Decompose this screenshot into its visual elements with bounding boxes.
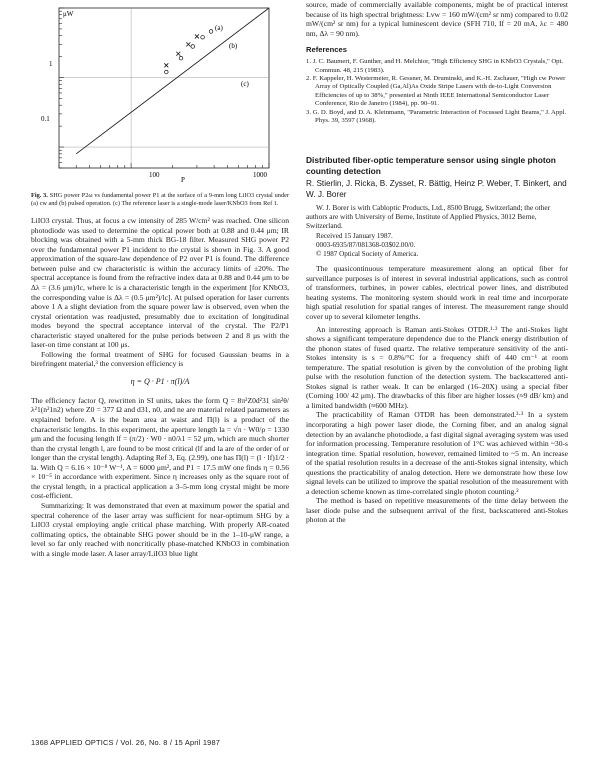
equation: η = Q · P1 · π(l)/A: [130, 376, 190, 386]
y-tick-1: 1: [49, 60, 53, 68]
series-a-point: [176, 52, 180, 56]
received-date: Received 15 January 1987.: [316, 232, 393, 241]
paragraph-3: The efficiency factor Q, rewritten in SI units, takes the form Q = 8π²Z0d²31 sin²θ/λ²1(n²1n2) where Z0 = 377 Ω and d31, n0, and ne are material related parameters as explained before. A is the beam area at waist and Π(l) is a product of the characteristic lengths. In this experiment, the aperture length la = √π · W0/ρ = 1330 μm and the focusing length lf = (π/2) · W0 · n0/λ1 = 52 μm, which are much shorter than the crystal length l, are found to be most critical (lf and la are of the order of or longer than the crystal length). Adapting Ref 3, Eq. (2.99), one has Π(l) = (l · lf)1/2 · la. With Q = 6.16 × 10⁻⁸ W⁻¹, A = 6000 μm², and P1 = 17.5 mW one finds η = 0.56 × 10⁻⁵ in accordance with experiment. Since η increases only as the square root of the crystal length, in a practical application a 3–5-mm long crystal might be more cost-efficient.: [31, 395, 289, 501]
data-points: [164, 30, 213, 74]
paragraph-1: LiIO3 crystal. Thus, at focus a cw intensity of 285 W/cm² was reached. One silicon photodiode was used to determine the optical power both at 0.88 and 0.44 μm; IR blocking was obtained with a 5-mm thick BG-18 filter. Measured SHG power P2 over the fundamental power P1 incident to the crystal is shown in Fig. 3. A good approximation of the square-law dependence of P2 over P1 is found. The difference between pulse and cw characteristic is within the accuracy limits of ±20%. The spectral acceptance is found from the refractive index data at 0.88 and 0.44 μm to be Δλ = (3.6 μm)/lc, where lc is a characteristic length in the experiment [for KNbO3, the corresponding value is Δλ = (0.5 μm²)/lc]. At pulsed operation for laser currents above 1 A a slight deviation from the square power law is observed, even when the crystal orientation was readjusted, presumably due to excitation of longitudinal modes beyond the spectral acceptance interval of the crystal. The P2/P1 characteristic stayed unaltered for the pulse periods between 2 and 8 μs with the laser-on time constant at 100 μs.: [31, 216, 289, 350]
y-top-label: μW: [63, 10, 74, 18]
series-a-point: [195, 34, 199, 38]
paragraph-7: The practicability of Raman OTDR has been demonstrated.³·³ In a system incorporating a high power laser diode, the Corning fiber, and an analog signal detection by an avalanche photodiode, a fast digital signal averaging system was used for information processing. Temperature resolution of 1°C was achieved within ~30-s integration time. Spatial resolution, however, remained limited to ~5 m. An increase of the spatial resolution results in a decrease of the anti-Stokes signal intensity, which questions the practicability of analog detection. Here we demonstrate how these low signal levels can be utilized to improve the spatial resolution of the measurement with a detection scheme known as time-correlated single photon counting.²: [306, 410, 568, 496]
paragraph-8: The method is based on repetitive measurements of the time delay between the laser diode pulse and the subsequent arrival of the first, backscattered anti-Stokes photon at the: [306, 496, 568, 525]
caption-text: SHG power P2ω vs fundamental power P1 at the surface of a 9-mm long LiIO3 crystal under (a) cw and (b) pulsed operation. (c) The reference laser is a single-mode laser/KNbO3 from Ref 1.: [31, 192, 289, 207]
x-tick-2: 1000: [253, 171, 267, 179]
x-tick-1: 100: [149, 171, 160, 179]
paragraph-2: Following the formal treatment of SHG for focused Gaussian beams in a birefringent material,³ the conversion efficiency is: [31, 349, 289, 369]
paragraph-6: An interesting approach is Raman anti-Stokes OTDR.¹·³ The anti-Stokes light shows a significant temperature dependence due to the Planck energy distribution of the phonon states of fused quartz. The relative temperature sensitivity of the anti-Stokes intensity is s = 0.8%/°C for a frequency shift of 440 cm⁻¹ at room temperature. The spatial resolution is given by the convolution of the probing light pulse with the resolution function of the detection system. The backscattered anti-Stokes signal is rather weak. It can be enlarged (16–20X) using a special fiber (Corning 100/ 42 μm). The drawbacks of this fiber are higher losses (≈9 dB/ km) and a limited bandwidth (≈600 MHz).: [306, 324, 568, 410]
left-column: [31, 0, 289, 558]
paragraph-5: The quasicontinuous temperature measurement along an optical fiber for surveillance purposes is of interest in several industrial applications, such as control of transformers, turbines, in power cables, electrical power lines, and distributed heating systems. The monitoring system should work in real time and incorporate high spatial resolution for spatial ranges of interest. The measurement range should cover up to several kilometer lengths.: [306, 264, 568, 321]
series-b-point: [191, 45, 195, 49]
figure-3-plot: [31, 0, 289, 183]
series-b-point: [165, 70, 169, 74]
author-affiliation: W. J. Borer is with Cabloptic Products, Ltd., 8500 Brugg, Switzerland; the other authors are with University of Berne, Institute of Applied Physics, 3012 Berne, Switzerland.: [306, 203, 551, 231]
caption-label: Fig. 3.: [31, 192, 48, 199]
y-tick-2: 0.1: [41, 115, 50, 123]
article-title: Distributed fiber-optic temperature sensor using single photon counting detection: [306, 155, 556, 176]
article-code: 0003-6935/87/081368-03$02.00/0.: [316, 241, 416, 250]
copyright: © 1987 Optical Society of America.: [316, 249, 419, 258]
series-b-point: [209, 30, 213, 34]
right-column: [306, 0, 568, 525]
label-a: (a): [215, 24, 223, 32]
page-footer: 1368 APPLIED OPTICS / Vol. 26, No. 8 / 15 April 1987: [31, 738, 221, 747]
paragraph-continued: source, made of commercially available components, might be of practical interest because of its high spectral brightness: Lvw = 160 mW/(cm² sr nm) compared to 0.02 mW/(cm² sr nm) for a typical luminescent device (SFH 710, If = 20 mA, λc = 480 nm, Δλ = 90 nm).: [306, 0, 568, 38]
x-axis-label: P: [181, 176, 185, 183]
references-heading: References: [306, 45, 347, 55]
figure-3: [31, 0, 289, 183]
label-b: (b): [229, 42, 238, 50]
figure-caption: [31, 192, 289, 207]
series-a-point: [164, 63, 168, 67]
article-authors: R. Stierlin, J. Ricka, B. Zysset, R. Bättig, Heinz P. Weber, T. Binkert, and W. J. Borer: [306, 179, 567, 199]
series-a-point: [186, 42, 190, 46]
reference-2: 2. F. Kappeler, H. Westermeier, R. Gessner, M. Druminski, and K.-H. Zschauer, "High cw Power Array of Optically Coupled (Ga,Al)As Oxide Stripe Lasers with de-to-Light Conversion Efficiencies of up to 38%," presented at Ninth IEEE International Semiconductor Laser Conference, Rio de Janeiro (1984), pp. 90–91.: [306, 75, 566, 108]
paragraph-4: Summarizing: It was demonstrated that even at maximum power the spatial and spectral coherence of the laser array was sufficient for near-optimum SHG by a LiIO3 crystal employing angle critical phase matching. With properly AR-coated collimating optics, the obtainable SHG power should be in the 1–10-μW range, a level so far only reached with noncritically phase-matched KNbO3 in combination with a single mode laser. A laser array/LiIO3 blue light: [31, 500, 289, 558]
series-b-point: [201, 35, 205, 39]
series-b-point: [179, 56, 183, 60]
reference-1: 1. J. C. Baumert, F. Gunther, and H. Melchior, "High Efficiency SHG in KNbO3 Crystals," Opt. Commun. 48, 215 (1983).: [306, 58, 564, 74]
reference-3: 3. G. D. Boyd, and D. A. Kleinmann, "Parametric Interaction of Focussed Light Beams," J. Appl. Phys. 39, 3597 (1968).: [306, 108, 567, 125]
label-c: (c): [241, 80, 249, 88]
